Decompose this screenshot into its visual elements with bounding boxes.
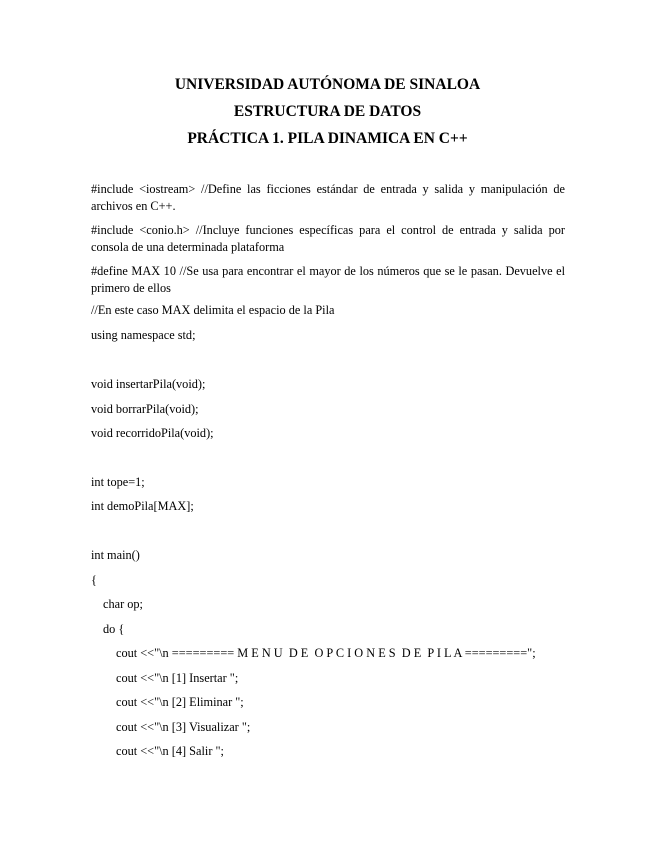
include-iostream-line: #include <iostream> //Define las ficciones estándar de entrada y salida y manipulación de archivos en C++. <box>91 182 565 213</box>
int-demopila-line: int demoPila[MAX]; <box>91 499 194 513</box>
char-op-line: char op; <box>103 597 143 611</box>
int-tope-line: int tope=1; <box>91 475 145 489</box>
cout-insertar-line: cout <<"\n [1] Insertar "; <box>116 671 239 685</box>
define-max-line: #define MAX 10 //Se usa para encontrar el mayor de los números que se le pasan. Devuelve el primero de ellos <box>91 264 565 295</box>
cout-menu-line: cout <<"\n ========= M E N U D E O P C I O N E S D E P I L A ========="; <box>116 646 536 660</box>
cout-visualizar-line: cout <<"\n [3] Visualizar "; <box>116 720 251 734</box>
decl-borrar-line: void borrarPila(void); <box>91 402 199 416</box>
cout-eliminar-line: cout <<"\n [2] Eliminar "; <box>116 695 244 709</box>
cout-salir-line: cout <<"\n [4] Salir "; <box>116 744 224 758</box>
int-main-line: int main() <box>91 548 140 562</box>
decl-insertar-line: void insertarPila(void); <box>91 377 206 391</box>
using-namespace-line: using namespace std; <box>91 328 196 342</box>
include-conio-line: #include <conio.h> //Incluye funciones específicas para el control de entrada y salida por consola de una determinada plataforma <box>91 223 565 254</box>
practice-title: PRÁCTICA 1. PILA DINAMICA EN C++ <box>187 130 468 147</box>
comment-max-line: //En este caso MAX delimita el espacio de la Pila <box>91 303 335 317</box>
course-title: ESTRUCTURA DE DATOS <box>233 103 422 120</box>
open-brace-line: { <box>91 573 97 587</box>
decl-recorrido-line: void recorridoPila(void); <box>91 426 214 440</box>
university-title: UNIVERSIDAD AUTÓNOMA DE SINALOA <box>174 76 481 93</box>
do-open-line: do { <box>103 622 125 636</box>
